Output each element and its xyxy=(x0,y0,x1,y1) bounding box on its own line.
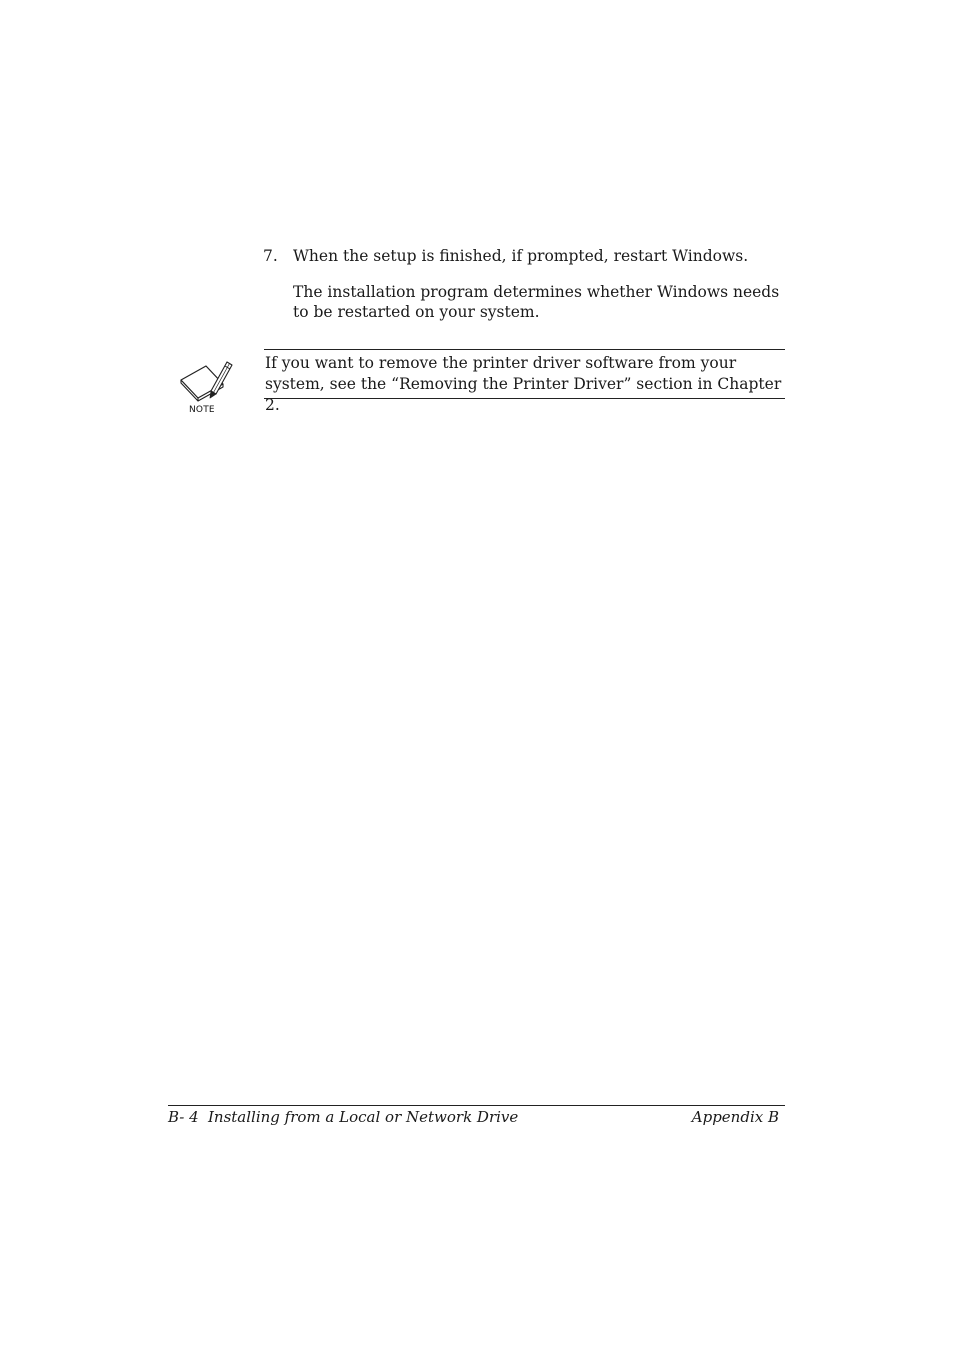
step-text: When the setup is finished, if prompted, restart Windows. xyxy=(293,247,749,265)
footer-chapter: Appendix B xyxy=(691,1108,779,1126)
note-pencil-icon xyxy=(178,356,236,418)
footer-section-title: Installing from a Local or Network Drive xyxy=(208,1108,519,1126)
footer-page-number: B- 4 xyxy=(168,1108,199,1126)
note-box xyxy=(264,349,785,414)
note-text: If you want to remove the printer driver software from your system, see the “Removing the Printer Driver” section in Chapter 2. xyxy=(265,354,782,414)
page-footer xyxy=(168,1105,785,1128)
note-icon-label: NOTE xyxy=(189,405,215,415)
footer-left xyxy=(168,1107,518,1127)
step-detail: The installation program determines whether Windows needs to be restarted on your system. xyxy=(293,283,780,321)
step-number: 7. xyxy=(263,247,278,265)
